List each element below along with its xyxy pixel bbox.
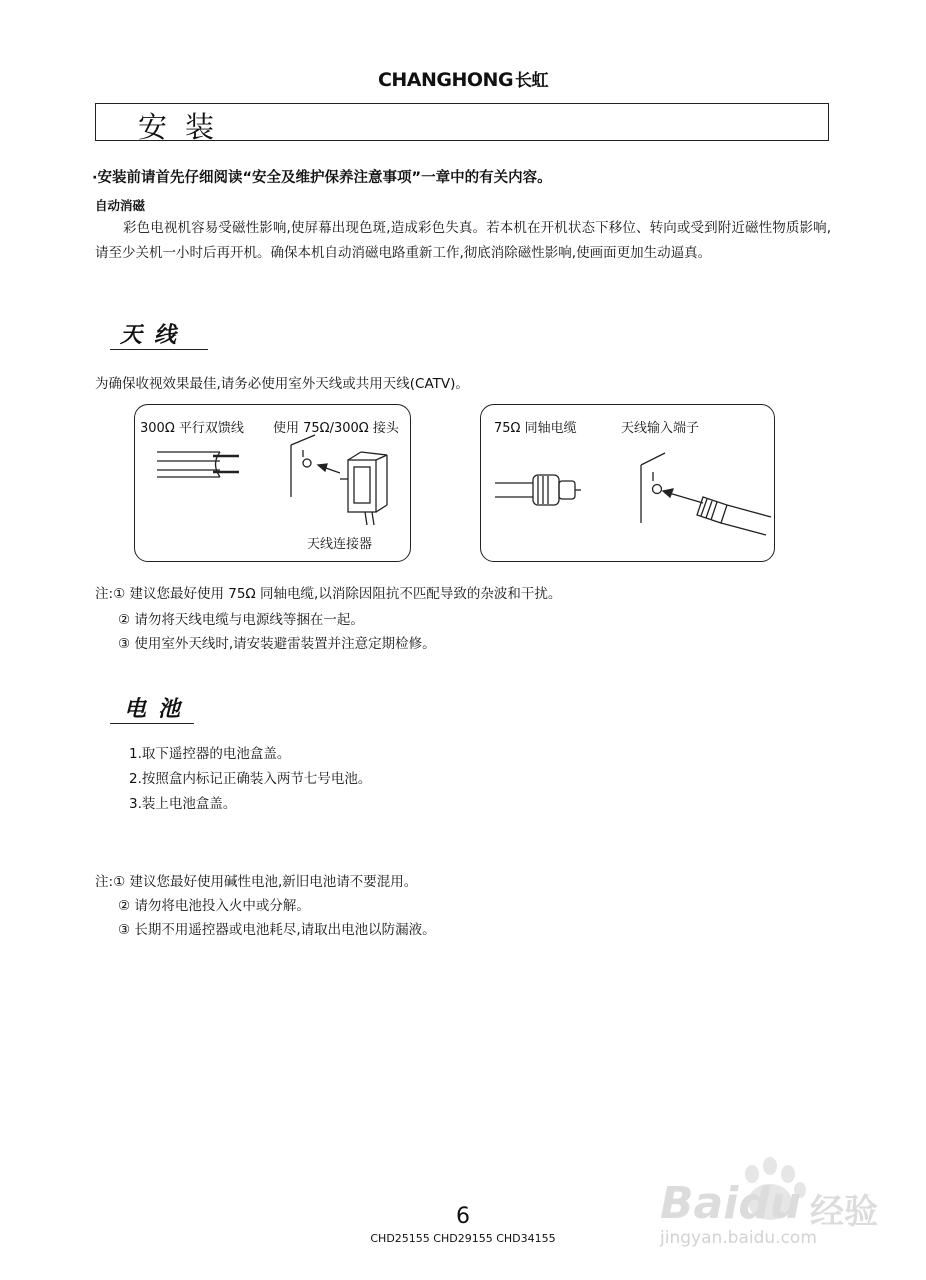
brand-cn: 长虹 <box>515 71 549 91</box>
battery-step-2: 2.按照盒内标记正确装入两节七号电池。 <box>129 771 372 787</box>
page-title: 安装 <box>138 110 233 144</box>
coax-plug-angled <box>697 497 771 535</box>
battery-note-3: ③ 长期不用遥控器或电池耗尽,请取出电池以防漏液。 <box>118 922 436 938</box>
degauss-heading: 自动消磁 <box>95 198 146 213</box>
brand-logo <box>0 66 926 91</box>
battery-notes-prefix: 注: <box>95 874 114 890</box>
label-connector: 天线连接器 <box>307 537 373 552</box>
feeder-diagram-panel <box>134 404 411 562</box>
wall-and-adapter <box>291 435 387 525</box>
coax-cable-plug <box>495 475 581 505</box>
label-feeder: 300Ω 平行双馈线 <box>140 421 244 436</box>
antenna-intro: 为确保收视效果最佳,请务必使用室外天线或共用天线(CATV)。 <box>95 376 469 392</box>
wall-terminal <box>641 453 703 523</box>
lead-instruction: ·安装前请首先仔细阅读“安全及维护保养注意事项”一章中的有关内容。 <box>92 170 552 186</box>
model-numbers: CHD25155 CHD29155 CHD34155 <box>370 1232 556 1245</box>
page-title-box <box>95 103 829 144</box>
watermark-url: jingyan.baidu.com <box>660 1228 817 1248</box>
battery-heading: 电池 <box>124 696 193 722</box>
battery-step-3: 3.装上电池盒盖。 <box>129 796 237 812</box>
label-adapter: 使用 75Ω/300Ω 接头 <box>273 421 399 436</box>
coax-diagram-panel <box>480 404 775 562</box>
antenna-heading-underline <box>110 349 208 350</box>
watermark-brand: Baidu <box>660 1178 802 1229</box>
battery-step-1: 1.取下遥控器的电池盒盖。 <box>129 746 291 762</box>
page-number: 6 <box>456 1204 470 1229</box>
battery-heading-underline <box>110 723 194 724</box>
battery-note-2: ② 请勿将电池投入火中或分解。 <box>118 898 310 914</box>
antenna-heading: 天线 <box>120 322 189 348</box>
watermark-cn: 经验 <box>810 1192 878 1232</box>
antenna-note-1: 注:① 建议您最好使用 75Ω 同轴电缆,以消除因阻抗不匹配导致的杂波和干扰。 <box>95 586 562 602</box>
antenna-note-2: ② 请勿将天线电缆与电源线等捆在一起。 <box>118 612 364 628</box>
label-terminal: 天线输入端子 <box>621 421 700 436</box>
degauss-text: 彩色电视机容易受磁性影响,使屏幕出现色斑,造成彩色失真。若本机在开机状态下移位、转向或受到附近磁性物质影响,请至少关机一小时后再开机。确保本机自动消磁电路重新工作,彻底消除磁性影响,使画面更加生动逼真。 <box>95 220 831 261</box>
brand-latin: CHANGHONG <box>377 69 514 91</box>
antenna-notes-prefix: 注: <box>95 586 114 602</box>
feeder-illustration <box>135 405 409 560</box>
coax-illustration <box>481 405 773 560</box>
battery-note-1: 注:① 建议您最好使用碱性电池,新旧电池请不要混用。 <box>95 874 418 890</box>
antenna-note-3: ③ 使用室外天线时,请安装避雷装置并注意定期检修。 <box>118 636 436 652</box>
label-coax: 75Ω 同轴电缆 <box>494 421 577 436</box>
flat-feeder-cable <box>157 452 239 477</box>
